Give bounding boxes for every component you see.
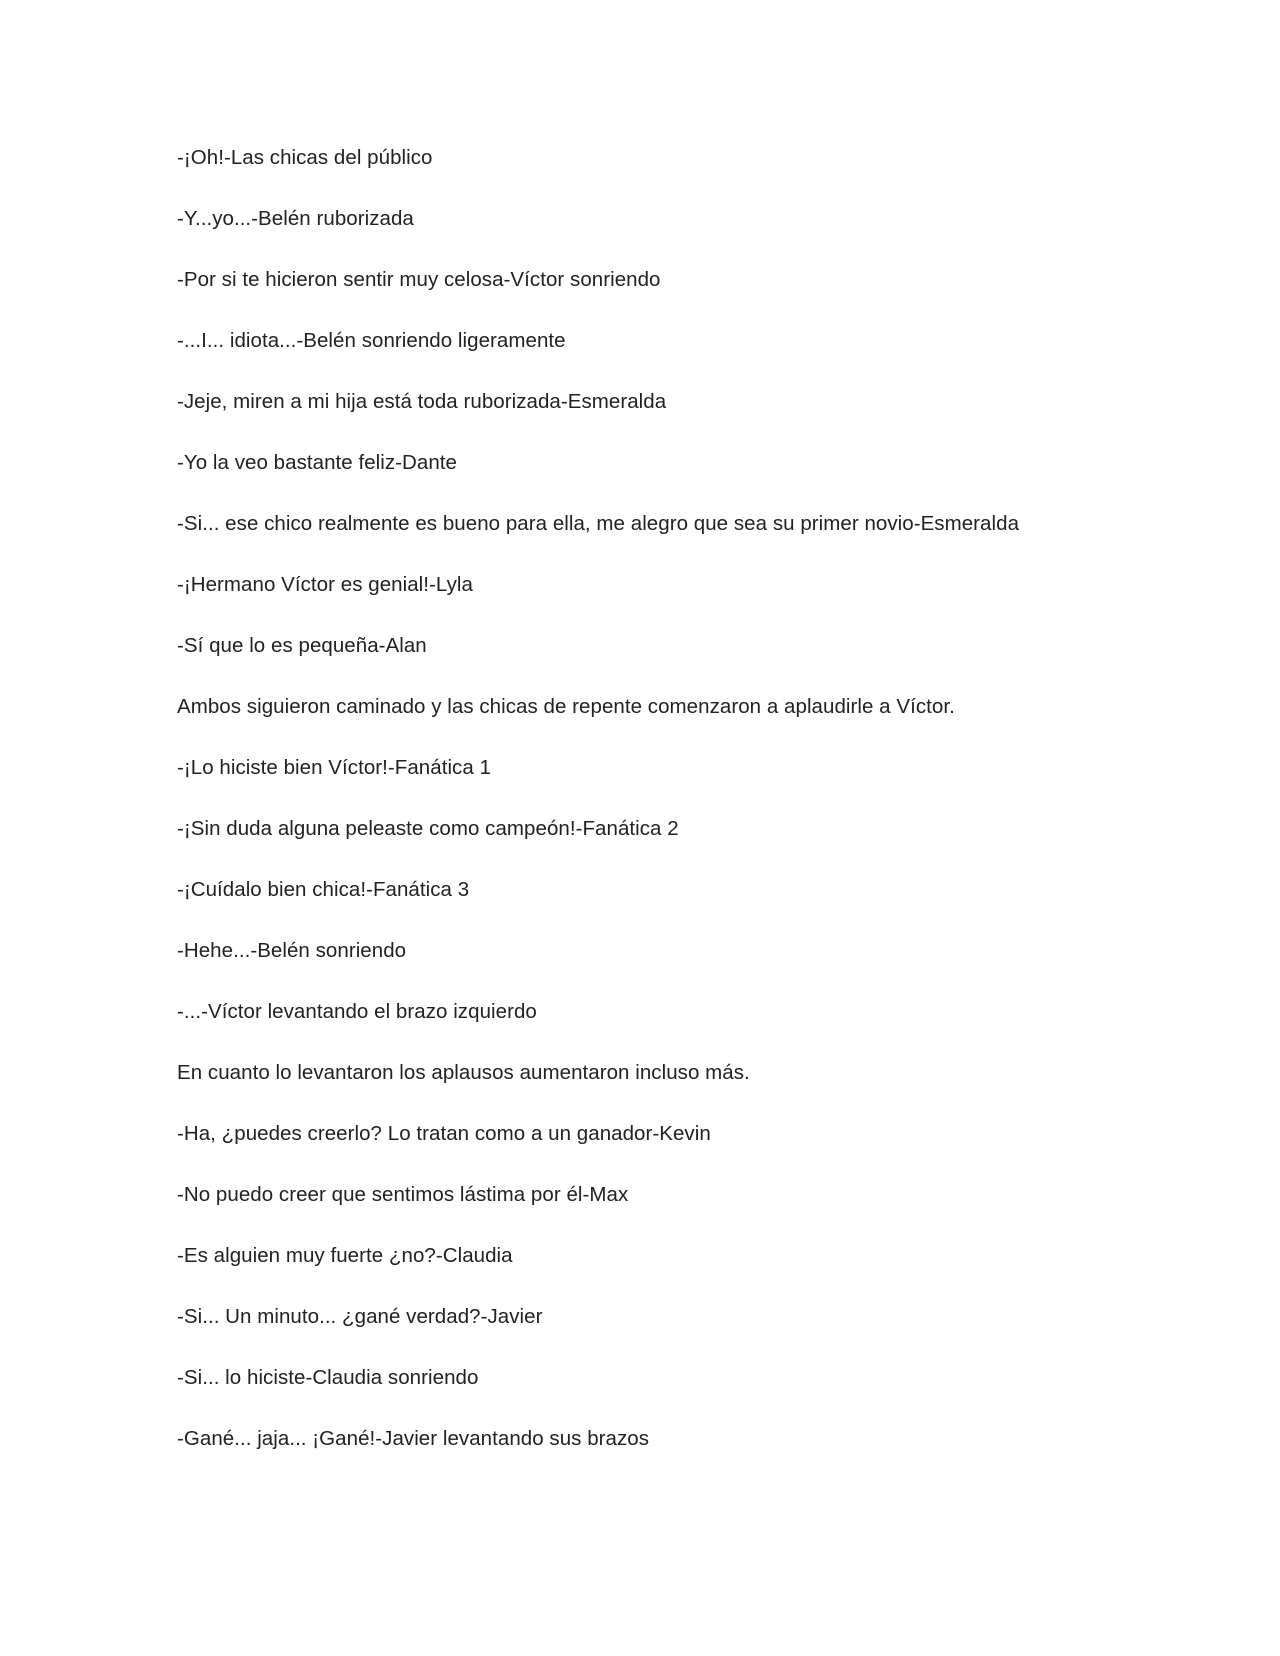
paragraph: -...-Víctor levantando el brazo izquierdo [177,1000,537,1023]
paragraph: -Es alguien muy fuerte ¿no?-Claudia [177,1244,513,1267]
paragraph: -Ha, ¿puedes creerlo? Lo tratan como a un ganador-Kevin [177,1122,711,1145]
paragraph: -Jeje, miren a mi hija está toda ruborizada-Esmeralda [177,390,667,413]
paragraph: -Sí que lo es pequeña-Alan [177,634,427,657]
paragraph: -¡Sin duda alguna peleaste como campeón!-Fanática 2 [177,817,679,840]
document-body [177,146,1177,1488]
paragraph: -¡Lo hiciste bien Víctor!-Fanática 1 [177,756,491,779]
paragraph: -Si... lo hiciste-Claudia sonriendo [177,1366,479,1389]
paragraph: -Yo la veo bastante feliz-Dante [177,451,457,474]
narration-paragraph: Ambos siguieron caminado y las chicas de repente comenzaron a aplaudirle a Víctor. [177,695,955,718]
paragraph: -Y...yo...-Belén ruborizada [177,207,414,230]
paragraph: -Si... Un minuto... ¿gané verdad?-Javier [177,1305,543,1328]
paragraph: -¡Cuídalo bien chica!-Fanática 3 [177,878,470,901]
paragraph: -¡Oh!-Las chicas del público [177,146,433,169]
paragraph: -...I... idiota...-Belén sonriendo ligeramente [177,329,566,352]
paragraph: -¡Hermano Víctor es genial!-Lyla [177,573,473,596]
paragraph: -No puedo creer que sentimos lástima por él-Max [177,1183,629,1206]
paragraph: -Por si te hicieron sentir muy celosa-Víctor sonriendo [177,268,661,291]
paragraph: -Gané... jaja... ¡Gané!-Javier levantando sus brazos [177,1427,650,1450]
paragraph: -Si... ese chico realmente es bueno para ella, me alegro que sea su primer novio-Esmeralda [177,512,1020,535]
paragraph: -Hehe...-Belén sonriendo [177,939,407,962]
narration-paragraph: En cuanto lo levantaron los aplausos aumentaron incluso más. [177,1061,750,1084]
